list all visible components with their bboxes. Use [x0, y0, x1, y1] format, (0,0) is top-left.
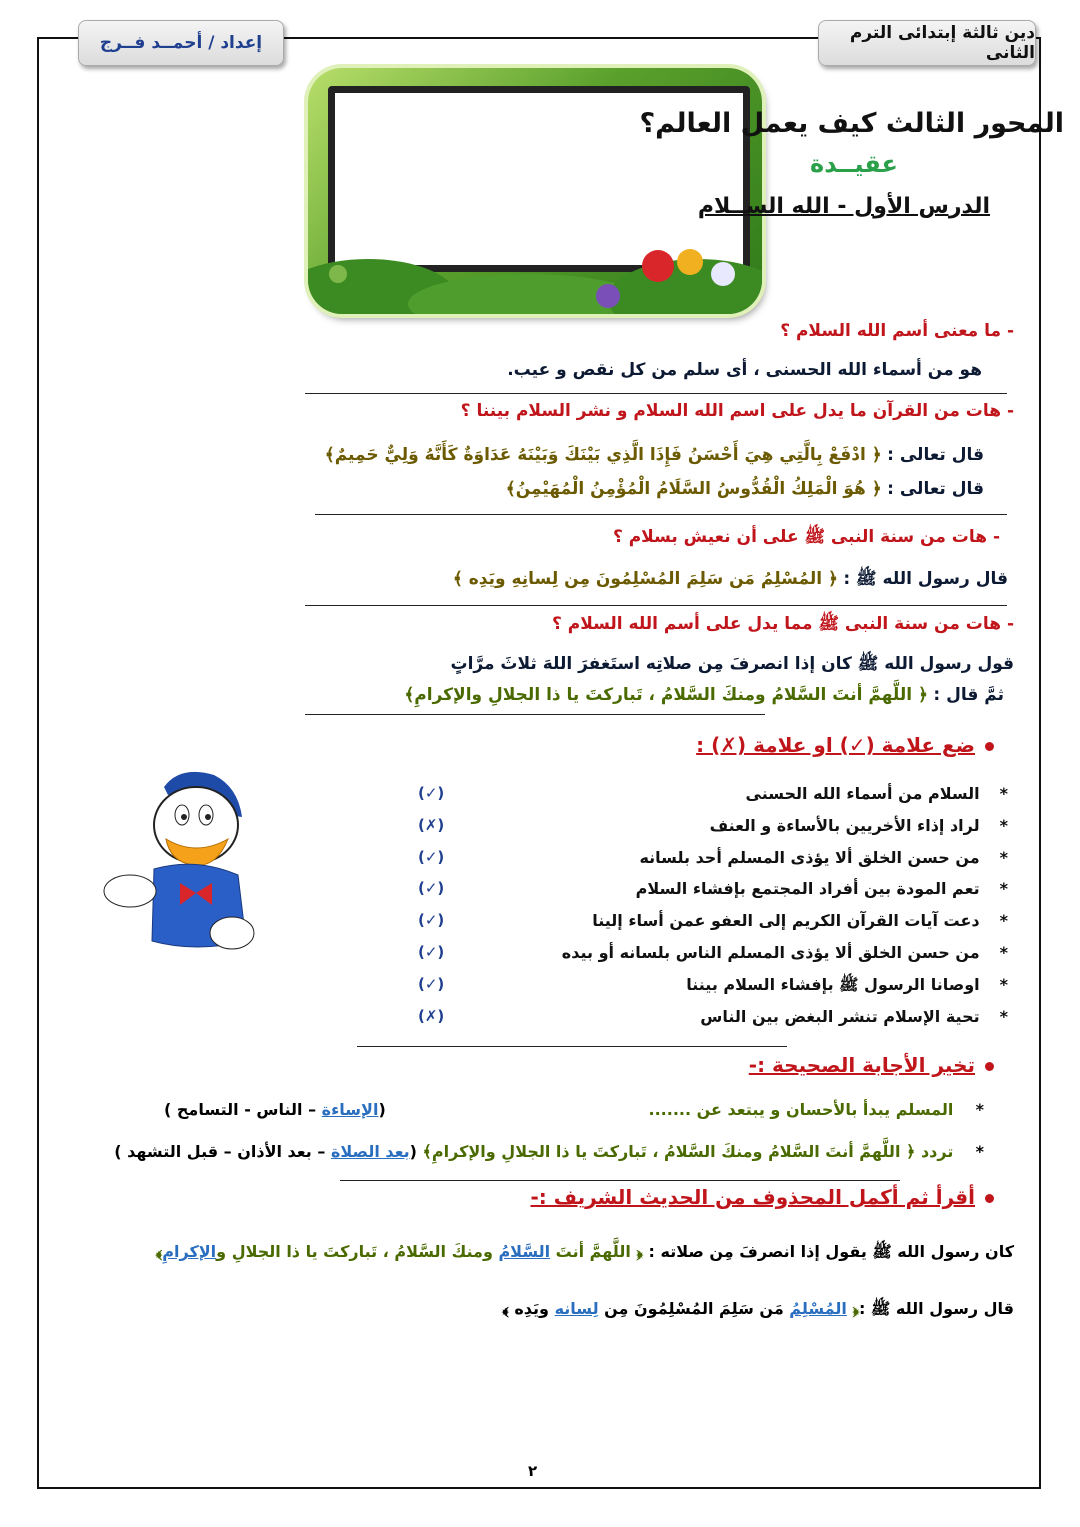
true-false-item: *دعت آيات القرآن الكريم إلى العفو عمن أساء إلينا (✓)	[418, 911, 1008, 931]
divider	[357, 1046, 787, 1047]
divider	[315, 514, 1007, 515]
statement-text: تحية الإسلام تنشر البغض بين الناس	[700, 1006, 980, 1026]
question-sunnah-peace: - هات من سنة النبى ﷺ على أن نعيش بسلام ؟	[612, 527, 1000, 547]
true-false-item: *تحية الإسلام تنشر البغض بين الناس (✗)	[418, 1006, 1008, 1026]
bullet-icon	[985, 1194, 994, 1203]
answer-mark: (✓)	[418, 784, 445, 802]
flowers-illustration	[308, 204, 762, 314]
answer-mark: (✓)	[418, 911, 445, 930]
statement-text: دعت آيات القرآن الكريم إلى العفو عمن أساء إلينا	[592, 911, 980, 931]
divider	[305, 605, 1007, 606]
quran-verse-1: قال تعالى : ﴿ ادْفَعْ بِالَّتِي هِيَ أَحْسَنُ فَإِذَا الَّذِي بَيْنَكَ وَبَيْنَهُ عَدَاوَةٌ كَأَنَّهُ وَلِيٌّ حَمِيمٌ﴾	[324, 445, 984, 465]
quran-verse-2: قال تعالى : ﴿ هُوَ الْمَلِكُ الْقُدُّوسُ السَّلَامُ الْمُؤْمِنُ الْمُهَيْمِنُ﴾	[505, 479, 984, 499]
subject-tag: دين ثالثة إبتدائى الترم الثانى	[818, 20, 1036, 66]
section-complete-hadith: أقرأ ثم أكمل المحذوف من الحديث الشريف :-	[530, 1185, 994, 1209]
statement-text: من حسن الخلق ألا يؤذى المسلم أحد بلسانه	[639, 847, 980, 867]
answer-mark: (✓)	[418, 943, 445, 961]
answer-mark: (✗)	[418, 1006, 445, 1025]
title-banner	[308, 68, 762, 314]
complete-line-2: قال رسول الله ﷺ :﴿ المُسْلِمُ مَن سَلِمَ المُسْلِمُونَ مِن لِسانه ويَدِه ﴾	[502, 1299, 1014, 1318]
hadith-muslim: قال رسول الله ﷺ : ﴿ المُسْلِمُ مَن سَلِمَ المُسْلِمُونَ مِن لِسانِهِ ويَدِه ﴾	[452, 569, 1008, 589]
true-false-item: *تعم المودة بين أفراد المجتمع بإفشاء السلام (✓)	[418, 879, 1008, 899]
answer-mark: (✓)	[418, 974, 445, 993]
section-true-false: ضع علامة (✓) او علامة (✗) :	[696, 733, 994, 757]
answer-mark: (✓)	[418, 879, 445, 898]
question-meaning: - ما معنى أسم الله السلام ؟	[780, 321, 1014, 341]
banner-subtitle: عقيــدة	[810, 150, 898, 178]
section-choose-answer: تخير الأجابة الصحيحة :-	[749, 1053, 994, 1077]
true-false-item: *السلام من أسماء الله الحسنى (✓)	[418, 784, 1008, 803]
bullet-icon	[985, 1062, 994, 1071]
bullet-icon	[985, 742, 994, 751]
true-false-item: *من حسن الخلق ألا يؤذى المسلم أحد بلسانه (✓)	[418, 847, 1008, 867]
choice-options-1: (الإساءة – الناس - التسامح )	[164, 1100, 386, 1119]
choice-item-2: * تردد ﴿ اللَّهمَّ أنتَ السَّلامُ ومنكَ السَّلامُ ، تَباركتَ يا ذا الجلالِ والإكرامِ﴾ (بعد الصلاة – بعد الأذان – قبل التشهد )	[114, 1142, 984, 1161]
lesson-title: الدرس الأول - الله الســلام	[697, 194, 990, 219]
divider	[340, 1180, 900, 1181]
dua-line: ثمَّ قال : ﴿ اللَّهمَّ أنتَ السَّلامُ ومنكَ السَّلامُ ، تَباركتَ يا ذا الجلالِ والإكرامِ﴾	[404, 685, 1004, 705]
cartoon-duck-illustration	[96, 765, 256, 955]
page-number: ٢	[528, 1462, 538, 1480]
author-tag: إعداد / أحمــد فــرج	[78, 20, 284, 66]
divider	[305, 393, 1007, 394]
question-sunnah-name: - هات من سنة النبى ﷺ مما يدل على أسم الله السلام ؟	[551, 614, 1014, 634]
answer-mark: (✗)	[418, 815, 445, 834]
statement-text: تعم المودة بين أفراد المجتمع بإفشاء السلام	[635, 879, 980, 899]
statement-text: من حسن الخلق ألا يؤذى المسلم الناس بلسانه أو بيده	[561, 943, 980, 962]
true-false-item: *اوصانا الرسول ﷺ بإفشاء السلام بيننا (✓)	[418, 974, 1008, 994]
true-false-item: *من حسن الخلق ألا يؤذى المسلم الناس بلسانه أو بيده (✓)	[418, 943, 1008, 962]
divider	[305, 714, 765, 715]
question-quran: - هات من القرآن ما يدل على اسم الله السلام و نشر السلام بيننا ؟	[460, 401, 1014, 421]
statement-text: السلام من أسماء الله الحسنى	[745, 784, 980, 803]
statement-text: اوصانا الرسول ﷺ بإفشاء السلام بيننا	[686, 974, 980, 994]
answer-meaning: هو من أسماء الله الحسنى ، أى سلم من كل نقص و عيب.	[507, 360, 982, 380]
choice-item-1: * المسلم يبدأ بالأحسان و يبتعد عن .......	[648, 1100, 984, 1119]
banner-title: المحور الثالث كيف يعمل العالم؟	[639, 108, 1064, 139]
hadith-istighfar: قول رسول الله ﷺ كان إذا انصرفَ مِن صلاتِه استَغفرَ اللهَ ثلاثَ مرَّاتٍ	[450, 654, 1014, 674]
answer-mark: (✓)	[418, 847, 445, 866]
true-false-item: *لراد إذاء الأخريين بالأساءة و العنف (✗)	[418, 815, 1008, 835]
statement-text: لراد إذاء الأخريين بالأساءة و العنف	[709, 815, 980, 835]
complete-line-1: كان رسول الله ﷺ يقول إذا انصرفَ مِن صلاته : ﴿ اللَّهمَّ أنتَ السَّلامُ ومنكَ السَّلامُ ، تَباركتَ يا ذا الجلالِ والإكرامِ﴾	[155, 1242, 1014, 1261]
